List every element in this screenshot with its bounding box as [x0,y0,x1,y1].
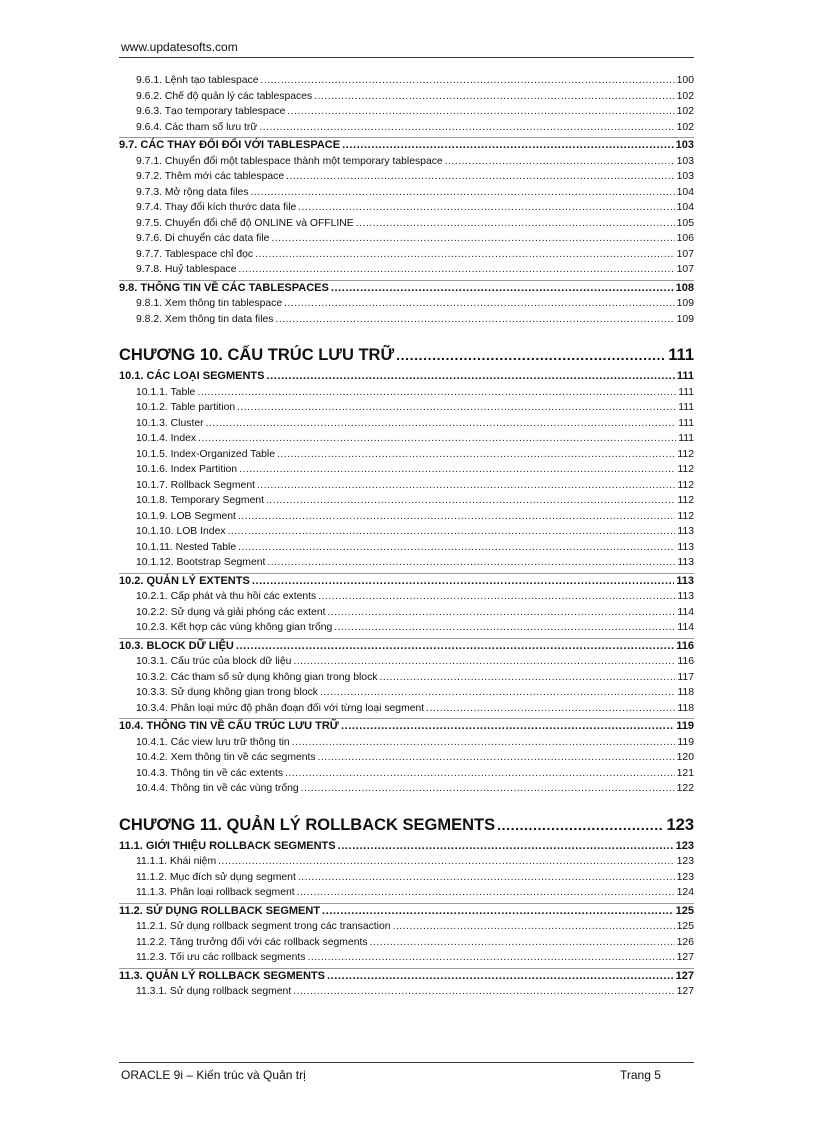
toc-subsection[interactable] [119,495,694,511]
toc-subsection[interactable] [119,856,694,872]
toc-entry-title: 10.3.4. Phân loại mức độ phân đoạn đối với từng loại segment [136,702,425,714]
toc-entry-title: 9.6.2. Chế độ quản lý các tablespaces [136,90,313,102]
dot-leader [328,607,676,618]
toc-page-number: 123 [675,839,694,852]
toc-section[interactable] [119,968,694,987]
toc-page-number: 109 [676,298,694,309]
toc-page-number: 107 [676,248,694,260]
toc-page-number: 112 [677,448,694,460]
toc-page-number: 111 [676,370,694,382]
toc-entry-title: 9.6.4. Các tham số lưu trữ [136,121,258,133]
toc-page-number: 116 [676,639,694,652]
toc-section[interactable] [119,280,694,299]
toc-section[interactable] [119,137,694,156]
toc-chapter[interactable] [119,812,694,840]
dot-leader [298,872,675,883]
toc-page-number: 111 [678,386,694,398]
toc-page-number: 106 [676,233,694,244]
toc-subsection[interactable] [119,591,694,607]
toc-subsection[interactable] [119,75,694,91]
toc-page-number: 125 [675,904,694,917]
toc-entry-title: CHƯƠNG 11. QUẢN LÝ ROLLBACK SEGMENTS [119,815,496,834]
toc-chapter[interactable] [119,342,694,370]
dot-leader [426,703,675,714]
dot-leader [266,495,675,506]
toc-page-number: 105 [676,217,694,229]
toc-page-number: 112 [677,510,694,522]
toc-subsection[interactable] [119,887,694,903]
toc-entry-title: 9.7.2. Thêm mới các tablespace [136,171,285,182]
toc-subsection[interactable] [119,937,694,953]
dot-leader [267,557,675,568]
toc-page-number: 123 [666,815,694,834]
toc-entry-title: 9.8.1. Xem thông tin tablespace [136,298,283,309]
dot-leader [260,75,674,86]
dot-leader [238,542,675,553]
toc-subsection[interactable] [119,872,694,888]
toc-entry-title: 10.2.2. Sử dụng và giải phóng các extent [136,606,326,618]
toc-entry-title: 10.4.3. Thông tin về các extents [136,767,284,779]
toc-page-number: 113 [677,541,694,553]
dot-leader [286,171,675,182]
toc-subsection[interactable] [119,233,694,249]
toc-entry-title: 10.2. QUẢN LÝ EXTENTS [119,574,250,587]
toc-entry-title: 9.7. CÁC THAY ĐỔI ĐỐI VỚI TABLESPACE [119,139,341,151]
dot-leader [266,370,674,382]
footer-rule [119,1062,694,1063]
toc-subsection[interactable] [119,418,694,434]
toc-entry-title: 11.2.1. Sử dụng rollback segment trong các transaction [136,921,391,932]
dot-leader [206,418,677,429]
dot-leader [445,156,675,167]
dot-leader [198,433,676,444]
toc-entry-title: 11.1. GIỚI THIỆU ROLLBACK SEGMENTS [119,839,336,852]
toc-subsection[interactable] [119,542,694,558]
toc-entry-title: 10.1.11. Nested Table [136,541,237,553]
toc-page-number: 127 [675,969,694,982]
toc-page-number: 127 [676,952,694,963]
toc-subsection[interactable] [119,449,694,465]
toc-entry-title: 10.2.1. Cấp phát và thu hồi các extents [136,591,317,602]
dot-leader [331,282,674,294]
toc-entry-title: 11.3.1. Sử dụng rollback segment [136,986,292,997]
toc-page-number: 113 [676,574,694,587]
toc-entry-title: 9.8. THÔNG TIN VỀ CÁC TABLESPACES [119,281,329,294]
dot-leader [327,970,674,982]
toc-entry-title: 10.3.3. Sử dụng không gian trong block [136,687,318,698]
toc-page-number: 113 [677,526,694,537]
toc-subsection[interactable] [119,171,694,187]
toc-page-number: 103 [676,171,694,182]
toc-entry-title: 10.1.2. Table partition [136,402,236,413]
page-number: Trang 5 [620,1068,661,1082]
dot-leader [379,672,675,683]
toc-entry-title: 9.6.1. Lệnh tạo tablespace [136,75,259,86]
toc-page-number: 114 [677,622,694,633]
toc-subsection[interactable] [119,202,694,218]
dot-leader [239,264,675,275]
dot-leader [320,687,675,698]
toc-entry-title: 10.1.12. Bootstrap Segment [136,557,266,568]
toc-entry-title: 10.1.1. Table [136,386,196,398]
page-header: www.updatesofts.com [121,40,238,54]
dot-leader [341,720,674,732]
toc-entry-title: 9.7.5. Chuyển đổi chế độ ONLINE và OFFLINE [136,217,354,229]
dot-leader [314,91,674,102]
toc-subsection[interactable] [119,387,694,403]
toc-subsection[interactable] [119,921,694,937]
dot-leader [257,480,675,491]
toc-page-number: 102 [676,121,694,133]
dot-leader [307,952,674,963]
toc-subsection[interactable] [119,480,694,496]
toc-entry-title: 10.1.8. Temporary Segment [136,495,265,506]
toc-entry-title: 10.4. THÔNG TIN VỀ CẤU TRÚC LƯU TRỮ [119,720,339,732]
dot-leader [218,856,675,867]
toc-page-number: 104 [676,186,694,198]
toc-entry-title: 9.7.7. Tablespace chỉ đọc [136,248,254,260]
dot-leader [236,640,674,652]
dot-leader [334,622,675,633]
toc-page-number: 112 [677,479,694,491]
toc-section[interactable] [119,840,694,857]
dot-leader [238,511,675,522]
toc-entry-title: 10.1.9. LOB Segment [136,510,236,522]
toc-entry-title: 9.6.3. Tạo temporary tablespace [136,106,286,117]
dot-leader [287,106,674,117]
toc-entry-title: 10.1.7. Rollback Segment [136,479,255,491]
dot-leader [356,218,675,229]
toc-page-number: 112 [677,495,694,506]
toc-entry-title: 10.1.5. Index-Organized Table [136,448,276,460]
toc-subsection[interactable] [119,218,694,234]
toc-page-number: 103 [675,139,694,151]
toc-page-number: 122 [676,783,694,794]
dot-leader [252,575,674,587]
toc-page-number: 100 [676,75,694,86]
dot-leader [239,464,675,475]
toc-section[interactable] [119,573,694,592]
dot-leader [284,298,675,309]
toc-page-number: 119 [677,736,694,748]
toc-page-number: 111 [678,417,694,429]
toc-entry-title: 10.1.10. LOB Index [136,526,226,537]
toc-entry-title: 11.1.3. Phân loại rollback segment [136,887,295,898]
toc-page-number: 125 [676,921,694,932]
toc-page-number: 104 [676,202,694,213]
toc-entry-title: 10.1. CÁC LOẠI SEGMENTS [119,370,265,382]
dot-leader [293,986,674,997]
toc-subsection[interactable] [119,433,694,449]
toc-section[interactable] [119,638,694,657]
toc-subsection[interactable] [119,464,694,480]
dot-leader [292,737,676,748]
dot-leader [370,937,675,948]
toc-subsection[interactable] [119,106,694,122]
dot-leader [285,768,675,779]
dot-leader [297,887,675,898]
dot-leader [497,816,664,835]
toc-entry-title: 10.3.1. Cấu trúc của block dữ liệu [136,656,292,667]
dot-leader [342,139,674,151]
toc-entry-title: 11.2. SỬ DỤNG ROLLBACK SEGMENT [119,904,321,917]
toc-page-number: 119 [676,720,694,732]
toc-page-number: 111 [678,402,694,413]
toc-entry-title: 10.1.6. Index Partition [136,464,238,475]
dot-leader [322,905,674,917]
toc-subsection[interactable] [119,672,694,688]
dot-leader [259,122,674,133]
toc-entry-title: 10.4.1. Các view lưu trữ thông tin [136,736,290,748]
toc-page-number: 114 [677,606,694,618]
toc-page-number: 118 [677,687,694,698]
dot-leader [251,187,675,198]
toc-entry-title: 9.7.1. Chuyển đổi một tablespace thành một temporary tablespace [136,155,443,167]
toc-page-number: 102 [676,90,694,102]
toc-page-number: 113 [677,591,694,602]
toc-subsection[interactable] [119,607,694,623]
table-of-contents [119,75,694,1002]
toc-page-number: 120 [676,752,694,763]
dot-leader [271,233,674,244]
toc-page-number: 109 [676,313,694,325]
dot-leader [298,202,674,213]
toc-page-number: 103 [676,155,694,167]
toc-page-number: 102 [676,106,694,117]
toc-page-number: 123 [676,871,694,883]
toc-entry-title: 10.4.2. Xem thông tin về các segments [136,752,316,763]
toc-page-number: 112 [677,464,694,475]
toc-entry-title: 11.1.2. Mục đích sử dụng segment [136,871,296,883]
toc-entry-title: 10.3. BLOCK DỮ LIỆU [119,639,234,652]
toc-subsection[interactable] [119,314,694,330]
dot-leader [197,387,676,398]
dot-leader [301,783,675,794]
toc-page-number: 108 [675,281,694,294]
toc-entry-title: 10.3.2. Các tham số sử dụng không gian trong block [136,671,378,683]
toc-entry-title: 10.4.4. Thông tin về các vùng trống [136,783,299,794]
toc-page-number: 121 [676,767,694,779]
toc-subsection[interactable] [119,737,694,753]
toc-subsection[interactable] [119,264,694,280]
toc-section[interactable] [119,718,694,737]
toc-page-number: 111 [678,433,694,444]
toc-subsection[interactable] [119,768,694,784]
toc-entry-title: 11.2.2. Tăng trưởng đối với các rollback segments [136,936,368,948]
toc-entry-title: 10.1.3. Cluster [136,417,204,429]
toc-subsection[interactable] [119,783,694,799]
toc-subsection[interactable] [119,511,694,527]
toc-subsection[interactable] [119,656,694,672]
toc-subsection[interactable] [119,622,694,638]
toc-subsection[interactable] [119,752,694,768]
toc-page-number: 123 [676,856,694,867]
toc-entry-title: 9.7.6. Di chuyển các data file [136,233,270,244]
toc-entry-title: 11.3. QUẢN LÝ ROLLBACK SEGMENTS [119,969,325,982]
toc-entry-title: 10.1.4. Index [136,433,197,444]
toc-page-number: 116 [677,656,694,667]
toc-page-number: 107 [676,264,694,275]
toc-subsection[interactable] [119,187,694,203]
toc-section[interactable] [119,370,694,387]
toc-entry-title: 9.7.3. Mở rộng data files [136,186,249,198]
dot-leader [275,314,674,325]
toc-entry-title: CHƯƠNG 10. CẤU TRÚC LƯU TRỮ [119,346,395,364]
toc-entry-title: 9.7.8. Huỷ tablespace [136,264,237,275]
toc-subsection[interactable] [119,952,694,968]
dot-leader [393,921,675,932]
toc-page-number: 126 [676,936,694,948]
toc-subsection[interactable] [119,526,694,542]
toc-subsection[interactable] [119,156,694,172]
dot-leader [396,346,666,365]
toc-subsection[interactable] [119,703,694,719]
dot-leader [338,840,674,852]
header-rule [119,57,694,58]
toc-subsection[interactable] [119,557,694,573]
toc-section[interactable] [119,903,694,922]
toc-page-number: 118 [677,702,694,714]
footer-title: ORACLE 9i – Kiến trúc và Quản trị [121,1068,306,1082]
toc-page-number: 111 [668,346,694,364]
toc-subsection[interactable] [119,986,694,1002]
toc-page-number: 117 [677,671,694,683]
toc-entry-title: 9.8.2. Xem thông tin data files [136,313,274,325]
dot-leader [237,402,676,413]
toc-subsection[interactable] [119,402,694,418]
toc-subsection[interactable] [119,298,694,314]
toc-subsection[interactable] [119,122,694,138]
dot-leader [255,249,675,260]
toc-subsection[interactable] [119,249,694,265]
dot-leader [318,752,675,763]
toc-subsection[interactable] [119,91,694,107]
dot-leader [228,526,676,537]
toc-page-number: 124 [676,887,694,898]
toc-subsection[interactable] [119,687,694,703]
dot-leader [277,449,675,460]
dot-leader [318,591,675,602]
toc-entry-title: 11.2.3. Tối ưu các rollback segments [136,952,306,963]
toc-entry-title: 10.2.3. Kết hợp các vùng không gian trống [136,622,333,633]
toc-page-number: 113 [677,557,694,568]
dot-leader [293,656,675,667]
toc-entry-title: 9.7.4. Thay đổi kích thước data file [136,202,297,213]
toc-entry-title: 11.1.1. Khái niệm [136,856,217,867]
toc-page-number: 127 [676,986,694,997]
